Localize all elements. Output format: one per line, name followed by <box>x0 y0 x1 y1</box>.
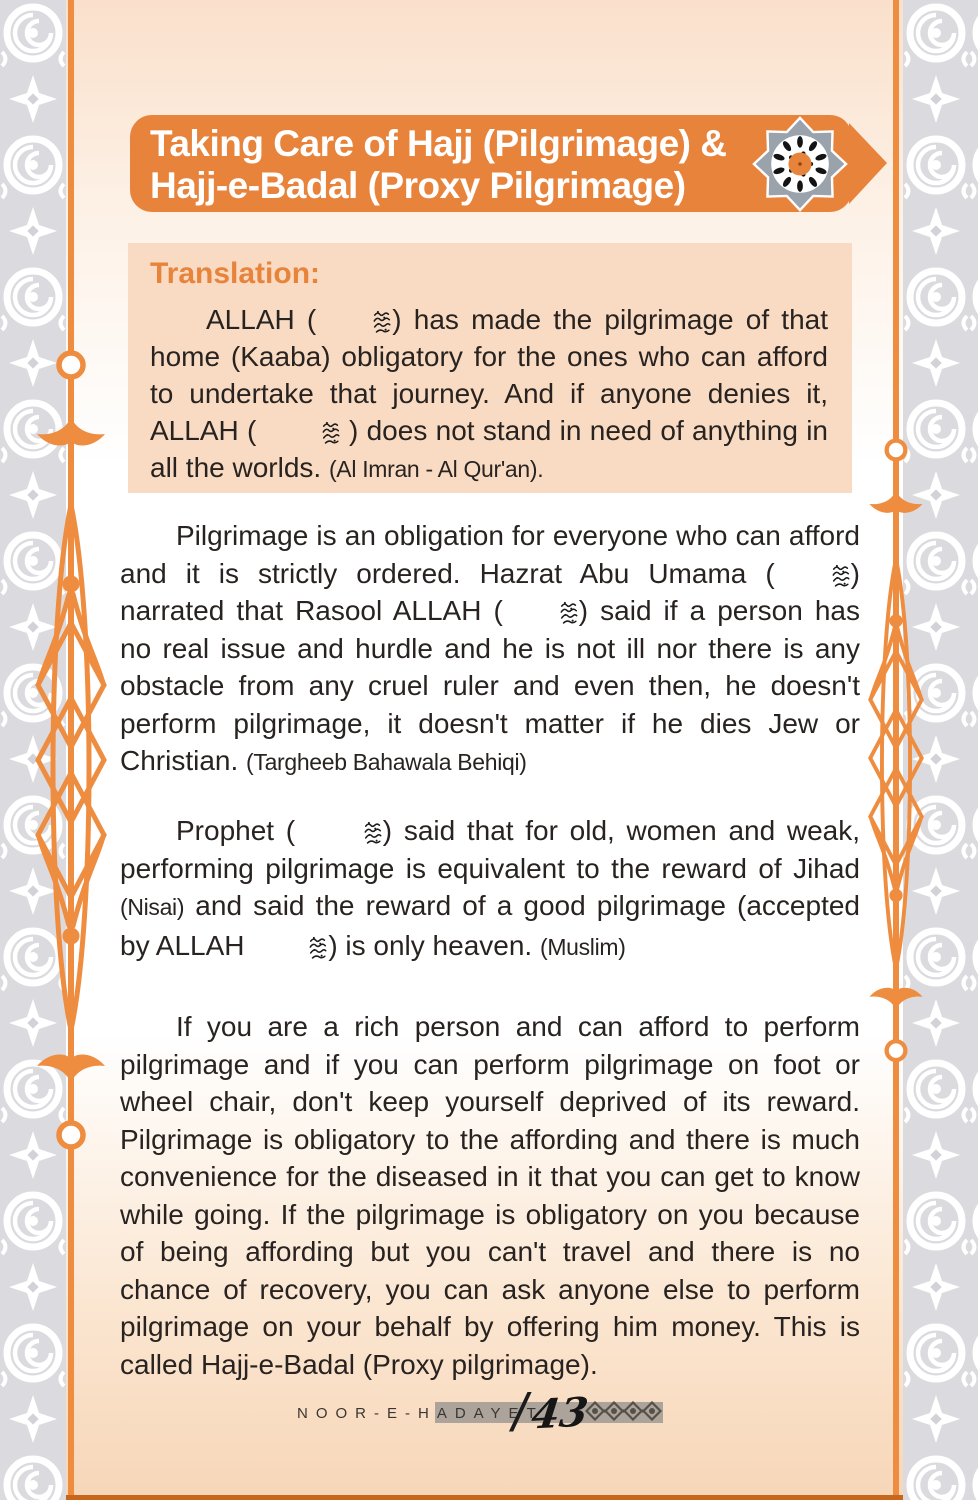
translation-heading: Translation: <box>150 257 321 290</box>
body-text-segment: ) does not stand in need of anything in all the worlds. <box>150 415 829 483</box>
body-text-segment: ) said if a person has no real issue and hurdle and he is not ill nor there is any obstacle from any cruel ruler and even then, he doesn't perform pilgrimage, it doesn't matter if he dies Jew or Christian. <box>120 595 860 776</box>
content-area <box>66 0 903 1500</box>
subhanahu-wa-taala-mark <box>252 934 328 961</box>
body-text-segment: ) narrated that Rasool ALLAH ( <box>120 557 860 626</box>
body-text-segment: ) has made the pilgrimage of that home (Kaaba) obligatory for the ones who can afford to undertake that journey. And if anyone denies it, ALLAH ( <box>150 304 828 446</box>
translation-box <box>128 243 852 493</box>
body-text-segment: Pilgrimage is an obligation for everyone who can afford and it is strictly ordered. Hazrat Abu Umama ( <box>120 520 860 589</box>
body-text-segment: ) is only heaven. <box>328 929 540 961</box>
source-citation: (Al Imran - Al Qur'an). <box>328 456 544 482</box>
footer-ornament-band-icon <box>585 1401 663 1421</box>
lattice-vine-ornament-right <box>851 0 941 1500</box>
body-text-segment: ALLAH ( <box>206 304 317 335</box>
bottom-rule <box>66 1495 903 1500</box>
subhanahu-wa-taala-mark <box>316 308 392 335</box>
source-citation: (Muslim) <box>539 933 626 960</box>
subhanahu-wa-taala-mark <box>265 419 341 446</box>
footer-separator: / <box>512 1383 528 1443</box>
page-title: Taking Care of Hajj (Pilgrimage) & Hajj-e-Badal (Proxy Pilgrimage) <box>150 123 727 206</box>
radi-allahu-anhu-mark <box>775 562 851 589</box>
source-citation: (Targheeb Bahawala Behiqi) <box>246 749 527 775</box>
body-text-segment: and said the reward of a good pilgrimage (accepted by ALLAH <box>120 890 860 961</box>
chapter-title-banner <box>130 115 852 212</box>
source-citation: (Nisai) <box>120 894 185 920</box>
flower-medallion-icon <box>752 116 848 212</box>
paragraph-proxy-pilgrimage <box>120 1008 860 1383</box>
lattice-vine-ornament-left <box>26 0 116 1500</box>
sallallahu-alayhi-wasallam-mark <box>503 599 579 626</box>
body-text-segment: If you are a rich person and can afford to perform pilgrimage and if you can perform pilgrimage on foot or wheel chair, don't keep yourself deprived of its reward. Pilgrimage is obligatory to the affording and there is much convenience for the diseased in it that you can get to know while going. If the pilgrimage is obligatory on you because of being affording but you can't travel and there is no chance of recovery, you can ask anyone else to perform pilgrimage on your behalf by offering him money. This is called Hajj-e-Badal (Proxy pilgrimage). <box>120 1011 860 1380</box>
paragraph-reward <box>120 812 860 966</box>
body-text-segment: ) said that for old, women and weak, performing pilgrimage is equivalent to the reward of Jihad <box>120 815 861 884</box>
page-footer <box>66 1383 903 1443</box>
translation-text <box>150 301 828 488</box>
page-number: 43 <box>528 1388 591 1439</box>
body-text-segment: Prophet ( <box>176 815 307 846</box>
paragraph-obligation <box>120 517 860 782</box>
sallallahu-alayhi-wasallam-mark <box>307 819 383 846</box>
book-series-name: NOOR-E-HADAYET <box>297 1405 544 1422</box>
